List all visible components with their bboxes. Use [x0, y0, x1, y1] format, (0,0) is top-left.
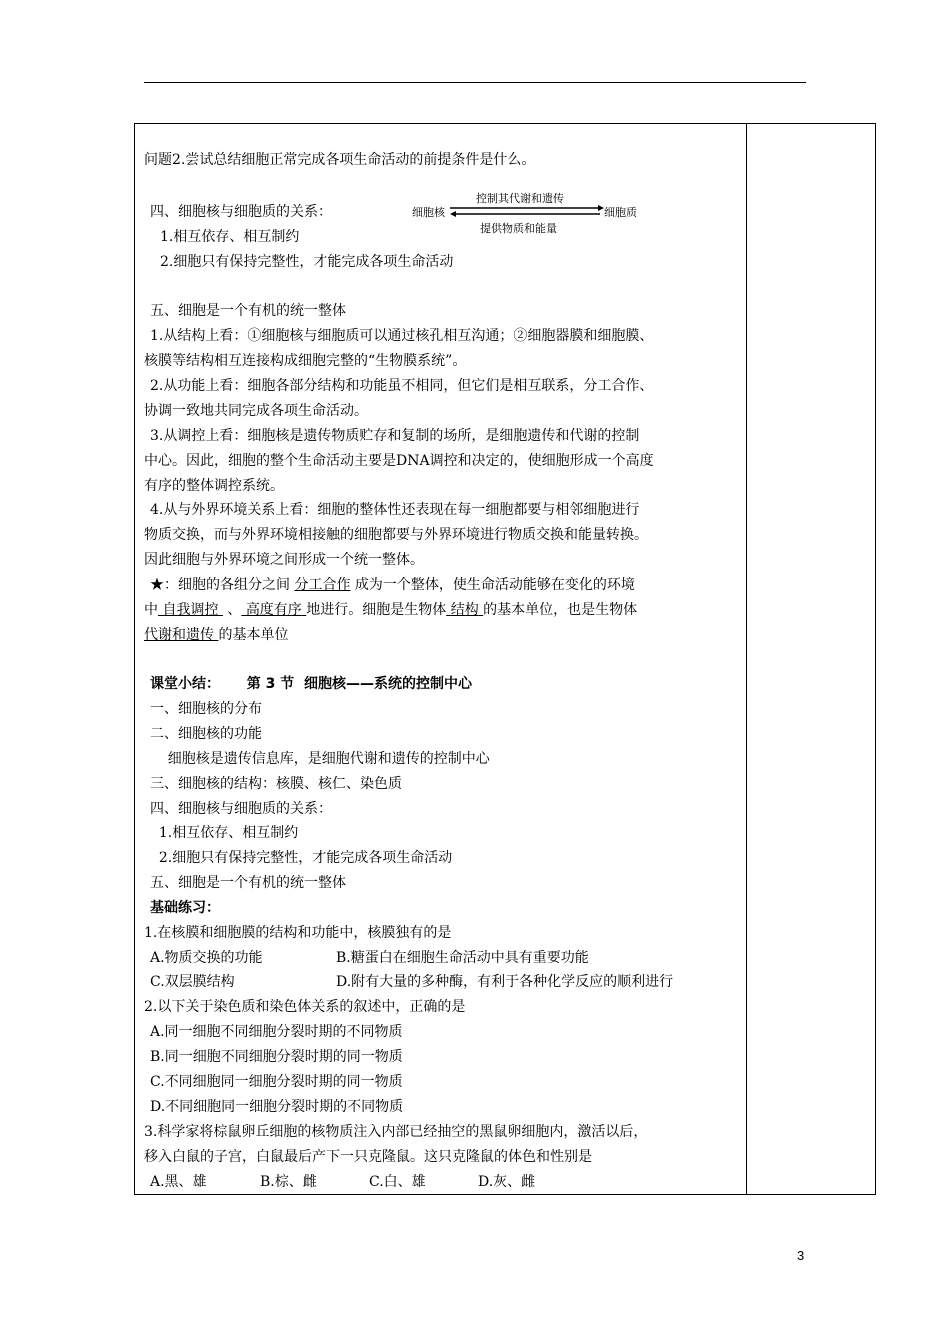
summary-line: 一、细胞核的分布 [150, 701, 262, 717]
diagram-top-label: 控制其代谢和遗传 [476, 192, 564, 205]
section-5-title: 五、细胞是一个有机的统一整体 [150, 303, 346, 319]
star-line-3 [144, 625, 288, 645]
practice-q1-stem: 1.在核膜和细胞膜的结构和功能中，核膜独有的是 [144, 925, 452, 941]
blank-answer: 结构 [450, 602, 479, 618]
question-2: 问题2.尝试总结细胞正常完成各项生命活动的前提条件是什么。 [144, 152, 536, 168]
summary-label: 课堂小结： [150, 676, 220, 692]
summary-title: 第 3 节 细胞核——系统的控制中心 [246, 676, 472, 692]
practice-q2-option: B.同一细胞不同细胞分裂时期的同一物质 [150, 1049, 403, 1065]
practice-q3-option-b: B.棕、雌 [260, 1174, 317, 1190]
practice-q2-stem: 2.以下关于染色质和染色体关系的叙述中，正确的是 [144, 999, 466, 1015]
section-5-line: 物质交换，而与外界环境相接触的细胞都要与外界环境进行物质交换和能量转换。 [144, 527, 648, 543]
section-5-line: 核膜等结构相互连接构成细胞完整的“生物膜系统”。 [144, 353, 467, 369]
practice-q3-option-c: C.白、雄 [369, 1174, 426, 1190]
section-5-line: 1.从结构上看：①细胞核与细胞质可以通过核孔相互沟通；②细胞器膜和细胞膜、 [150, 328, 654, 344]
practice-q1-option-c: C.双层膜结构 [150, 974, 235, 990]
star-text: 的基本单位 [218, 627, 289, 643]
page-number: 3 [797, 1248, 805, 1263]
section-4-item-1: 1.相互依存、相互制约 [160, 229, 300, 245]
header-rule [144, 82, 806, 83]
section-5-line: 4.从与外界环境关系上看：细胞的整体性还表现在每一细胞都要与相邻细胞进行 [150, 502, 640, 518]
summary-line: 四、细胞核与细胞质的关系： [150, 801, 332, 817]
section-5-line: 因此细胞与外界环境之间形成一个统一整体。 [144, 552, 424, 568]
nucleus-cytoplasm-diagram [410, 190, 650, 236]
section-4-item-2: 2.细胞只有保持完整性，才能完成各项生命活动 [160, 254, 454, 270]
section-5-line: 有序的整体调控系统。 [144, 478, 284, 494]
summary-line: 二、细胞核的功能 [150, 726, 262, 742]
table-column-divider [746, 123, 747, 1195]
blank-answer: 代谢和遗传 [144, 627, 214, 643]
summary-line: 五、细胞是一个有机的统一整体 [150, 875, 346, 891]
section-5-line: 3.从调控上看：细胞核是遗传物质贮存和复制的场所，是细胞遗传和代谢的控制 [150, 428, 640, 444]
practice-q1-option-a: A.物质交换的功能 [150, 950, 263, 966]
star-text: ★：细胞的各组分之间 [150, 577, 290, 593]
practice-q3-stem-2: 移入白鼠的子宫，白鼠最后产下一只克隆鼠。这只克隆鼠的体色和性别是 [144, 1149, 592, 1165]
summary-heading [150, 674, 472, 694]
practice-q3-option-a: A.黑、雄 [150, 1174, 207, 1190]
practice-q1-option-b: B.糖蛋白在细胞生命活动中具有重要功能 [336, 950, 589, 966]
practice-q2-option: A.同一细胞不同细胞分裂时期的不同物质 [150, 1024, 403, 1040]
diagram-bottom-label: 提供物质和能量 [480, 222, 557, 235]
blank-answer: 自我调控 [162, 602, 219, 618]
summary-line: 2.细胞只有保持完整性，才能完成各项生命活动 [150, 850, 453, 866]
star-text: 地进行。细胞是生物体 [306, 602, 447, 618]
practice-label: 基础练习： [150, 900, 220, 916]
star-line-1 [150, 575, 635, 595]
star-text: 中 [144, 602, 158, 618]
star-text: 的基本单位，也是生物体 [483, 602, 638, 618]
blank-answer: 高度有序 [245, 602, 302, 618]
blank-answer: 分工合作 [294, 577, 351, 593]
diagram-left-label: 细胞核 [412, 206, 445, 219]
diagram-right-label: 细胞质 [604, 206, 637, 219]
practice-q3-stem-1: 3.科学家将棕鼠卵丘细胞的核物质注入内部已经抽空的黑鼠卵细胞内，激活以后， [144, 1124, 648, 1140]
star-text: 、 [227, 602, 242, 618]
section-5-line: 协调一致地共同完成各项生命活动。 [144, 403, 368, 419]
star-text: 成为一个整体，使生命活动能够在变化的环境 [354, 577, 635, 593]
diagram-back-arrowhead [450, 211, 456, 217]
section-5-line: 2.从功能上看：细胞各部分结构和功能虽不相同，但它们是相互联系，分工合作、 [150, 378, 654, 394]
practice-q1-option-d: D.附有大量的多种酶，有利于各种化学反应的顺利进行 [336, 974, 674, 990]
summary-line: 1.相互依存、相互制约 [150, 825, 299, 841]
practice-q2-option: D.不同细胞同一细胞分裂时期的不同物质 [150, 1099, 404, 1115]
practice-q2-option: C.不同细胞同一细胞分裂时期的同一物质 [150, 1074, 403, 1090]
practice-q3-option-d: D.灰、雌 [478, 1174, 536, 1190]
star-line-2 [144, 600, 637, 620]
section-5-line: 中心。因此，细胞的整个生命活动主要是DNA调控和决定的，使细胞形成一个高度 [144, 453, 654, 469]
section-4-title: 四、细胞核与细胞质的关系： [150, 204, 332, 220]
summary-line: 三、细胞核的结构：核膜、核仁、染色质 [150, 776, 402, 792]
summary-line: 细胞核是遗传信息库，是细胞代谢和遗传的控制中心 [150, 751, 490, 767]
